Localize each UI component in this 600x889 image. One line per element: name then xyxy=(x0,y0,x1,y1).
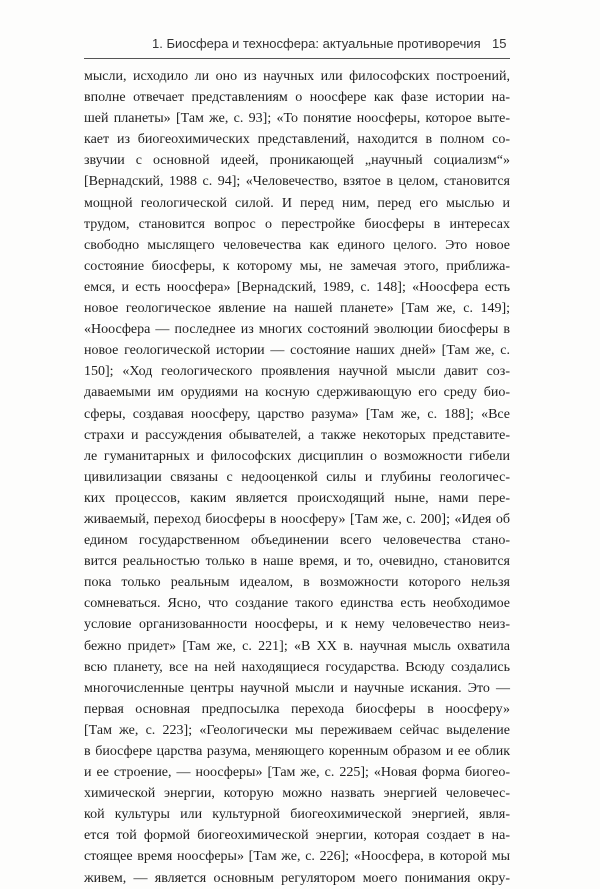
text-line: вится реальностью только в наше время, и то, очевидно, становится xyxy=(84,554,510,570)
text-line: кает из биогеохимических представлений, находится в полном со- xyxy=(84,132,510,148)
text-line: вполне отвечает представлениям о ноосфере как фазе истории на- xyxy=(84,90,510,106)
text-line: мощной геологической силой. И перед ним, перед его мыслью и xyxy=(84,195,510,211)
page-number: 15 xyxy=(492,36,507,51)
running-header-title: 1. Биосфера и техносфера: актуальные противоречия xyxy=(152,36,481,51)
text-line: живем, — является основным регулятором моего понимания окру- xyxy=(84,870,510,886)
text-line: живаемый, переход биосферы в ноосферу» [Там же, с. 200]; «Идея об xyxy=(84,511,510,527)
text-line: состояние биосферы, к которому мы, не замечая этого, приближа- xyxy=(84,258,510,274)
text-line: [Вернадский, 1988 с. 94]; «Человечество, взятое в целом, становится xyxy=(84,174,510,190)
text-line: 150]; «Ход геологического проявления научной мысли давит соз- xyxy=(84,364,510,380)
running-header xyxy=(0,0,600,60)
text-line: сомневаться. Ясно, что создание такого единства есть необходимое xyxy=(84,596,510,612)
header-rule xyxy=(84,58,510,59)
text-line: пока только реальным идеалом, в возможности которого нельзя xyxy=(84,575,510,591)
text-line: первая основная предпосылка перехода биосферы в ноосферу» xyxy=(84,701,510,717)
text-line: сферы, создавая ноосферу, царство разума» [Там же, с. 188]; «Все xyxy=(84,406,510,422)
text-line: ле гуманитарных и философских дисциплин о возможности гибели xyxy=(84,448,510,464)
text-line: [Там же, с. 223]; «Геологически мы переживаем сейчас выделение xyxy=(84,722,510,738)
text-line: бежно придет» [Там же, с. 221]; «В XX в. научная мысль охватила xyxy=(84,638,510,654)
text-line: шей планеты» [Там же, с. 93]; «То понятие ноосферы, которое выте- xyxy=(84,111,510,127)
text-line: свободно мыслящего человечества как единого целого. Это новое xyxy=(84,237,510,253)
text-line: и ее строение, — ноосферы» [Там же, с. 225]; «Новая форма биогео- xyxy=(84,765,510,781)
text-line: цивилизации связаны с недооценкой силы и глубины геологичес- xyxy=(84,469,510,485)
text-line: химической энергии, которую можно назвать энергией человечес- xyxy=(84,786,510,802)
text-line: страхи и рассуждения обывателей, а также некоторых представите- xyxy=(84,427,510,443)
text-line: даваемыми им орудиями на косную сдерживающую его среду био- xyxy=(84,385,510,401)
text-line: звучии с основной идеей, проникающей „научный социализм“» xyxy=(84,153,510,169)
text-line: «Ноосфера — последнее из многих состояний эволюции биосферы в xyxy=(84,322,510,338)
text-line: всю планету, все на ней находящиеся государства. Всюду создались xyxy=(84,659,510,675)
text-line: ется той формой биогеохимической энергии, которая создает в на- xyxy=(84,828,510,844)
text-line: емся, и есть ноосфера» [Вернадский, 1989, с. 148]; «Ноосфера есть xyxy=(84,279,510,295)
text-line: в биосфере царства разума, меняющего коренным образом и ее облик xyxy=(84,744,510,759)
text-line: едином государственном объединении всего человечества стано- xyxy=(84,533,510,549)
body-text xyxy=(84,66,510,889)
text-line: новое геологическое явление на нашей планете» [Там же, с. 149]; xyxy=(84,301,510,317)
text-line: кой культуры или культурной биогеохимической энергией, явля- xyxy=(84,807,510,823)
text-line: трудом, становится вопрос о перестройке биосферы в интересах xyxy=(84,216,510,232)
text-line: многочисленные центры научной мысли и научные искания. Это — xyxy=(84,680,510,696)
text-line: условие организованности ноосферы, и к нему человечество неиз- xyxy=(84,617,510,633)
text-line: ких процессов, каким является происходящий ныне, нами пере- xyxy=(84,490,510,506)
text-line: стоящее время ноосферы» [Там же, с. 226]; «Ноосфера, в которой мы xyxy=(84,849,510,865)
text-line: новое геологической истории — состояние наших дней» [Там же, с. xyxy=(84,343,510,359)
text-line: мысли, исходило ли оно из научных или философских построений, xyxy=(84,69,510,84)
